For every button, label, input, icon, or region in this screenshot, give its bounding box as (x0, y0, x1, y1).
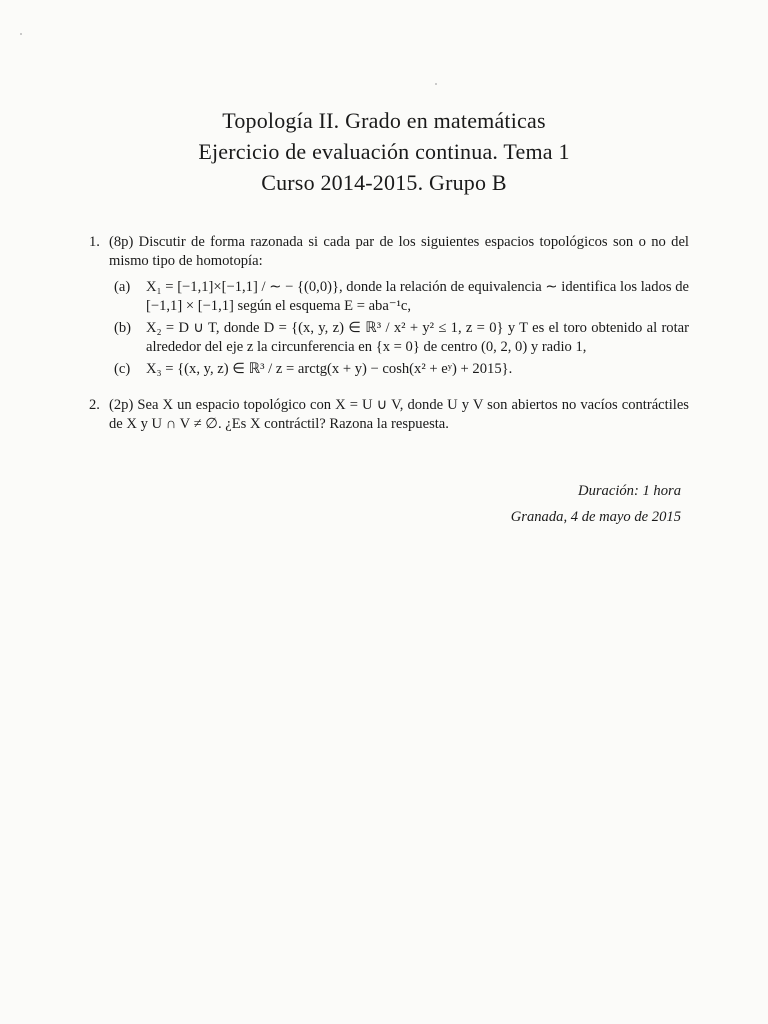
problem-1 (89, 233, 689, 379)
item-text: X₂ = D ∪ T, donde D = {(x, y, z) ∈ ℝ³ / x² + y² ≤ 1, z = 0} y T es el toro obtenido al rotar alrededor del eje z la circunferencia en {x = 0} de centro (0, 2, 0) y radio 1, (146, 320, 689, 355)
item-label: (c) (114, 361, 131, 377)
duration-note: Duración: 1 hora (578, 483, 681, 499)
problem-statement: (8p) Discutir de forma razonada si cada par de los siguientes espacios topológicos son o no del mismo tipo de homotopía: (109, 234, 689, 269)
problem-number: 2. (89, 397, 100, 413)
item-label: (b) (114, 320, 132, 336)
item-text: X₁ = [−1,1]×[−1,1] / ∼ − {(0,0)}, donde la relación de equivalencia ∼ identifica los lados de [−1,1] × [−1,1] según el esquema E = aba⁻¹c, (146, 279, 689, 314)
problem-1-item-a (109, 278, 689, 316)
item-label: (a) (114, 279, 131, 295)
scan-speck (20, 33, 22, 35)
exercise-title: Ejercicio de evaluación continua. Tema 1 (198, 139, 570, 164)
place-date: Granada, 4 de mayo de 2015 (510, 509, 681, 525)
term-group: Curso 2014-2015. Grupo B (261, 170, 507, 195)
problem-1-item-c (109, 360, 689, 379)
problem-1-item-b (109, 319, 689, 357)
problem-number: 1. (89, 234, 100, 250)
exam-footer (511, 478, 681, 530)
course-title: Topología II. Grado en matemáticas (222, 108, 546, 133)
problem-2 (89, 396, 689, 434)
problem-statement: (2p) Sea X un espacio topológico con X = U ∪ V, donde U y V son abiertos no vacíos contráctiles de X y U ∩ V ≠ ∅. ¿Es X contráctil? Razona la respuesta. (109, 397, 689, 432)
exam-header (0, 105, 768, 198)
scan-speck (435, 83, 437, 85)
problem-list (89, 233, 689, 434)
item-text: X₃ = {(x, y, z) ∈ ℝ³ / z = arctg(x + y) − cosh(x² + eʸ) + 2015}. (146, 361, 513, 377)
